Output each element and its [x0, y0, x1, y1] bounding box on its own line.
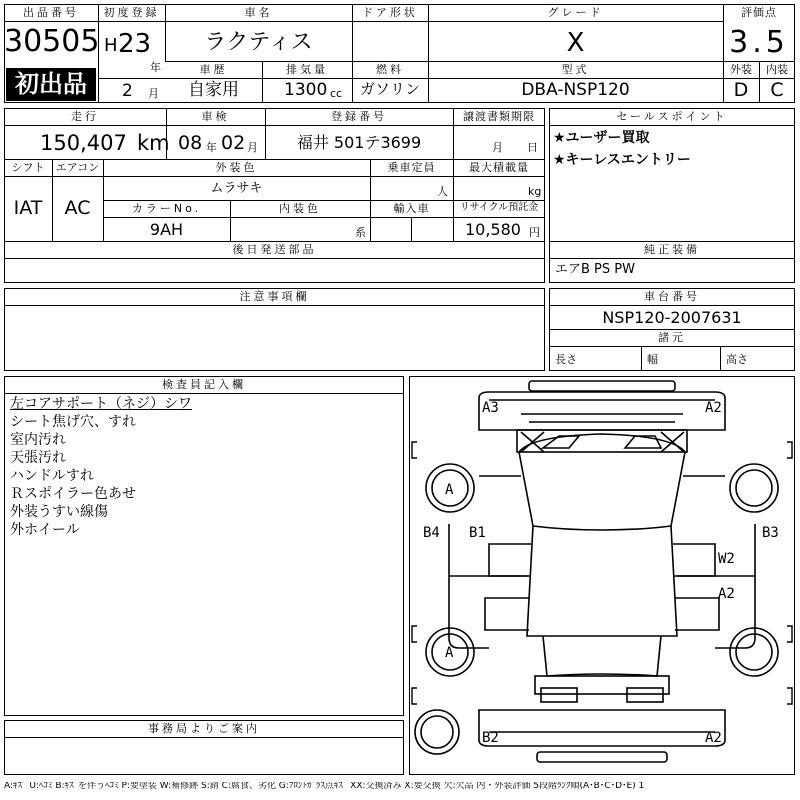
- inspector-line: 外ホイール: [10, 522, 80, 538]
- grade-label: グレード: [547, 6, 604, 19]
- chassis-number: NSP120-2007631: [602, 308, 742, 327]
- car-body: [449, 434, 755, 676]
- inspection-year-unit: 年: [206, 141, 217, 154]
- shift: IAT: [13, 197, 43, 219]
- damage-mark: A: [445, 482, 454, 498]
- damage-mark: A: [445, 645, 454, 661]
- inspector-line: 外装うすい線傷: [10, 504, 108, 520]
- ac-label: エアコン: [55, 161, 100, 174]
- score-label: 評価点: [741, 6, 777, 19]
- car-name: ラクティス: [204, 30, 313, 55]
- equipment-label: 純正装備: [644, 243, 700, 256]
- mileage-unit: km: [137, 131, 170, 155]
- inspection-label: 車検: [201, 110, 230, 123]
- interior-grade: C: [770, 79, 784, 101]
- capacity-unit: 人: [437, 185, 448, 198]
- mileage: 150,407: [40, 131, 127, 155]
- inspection-month: 02: [221, 132, 246, 154]
- damage-legend: A:ｷｽﾞ U:ﾍｺﾐ B:ｷｽﾞを伴うﾍｺﾐ P:要塗装 W:補修跡 S:錆 C:腐食、劣化 G:ﾌﾛﾝﾄｶﾞﾗｽ点ｷｽﾞ XX:交換済み X:要交換 欠:欠品 内・外装評価 5段階ﾗﾝｸ順(A･B･C･D･E) 1: [4, 782, 645, 791]
- recycle-fee: 10,580: [465, 220, 521, 239]
- door-label: ドア形状: [362, 6, 418, 19]
- displacement: 1300: [284, 80, 328, 100]
- interior-color-unit: 系: [355, 226, 366, 239]
- car-diagram: [409, 376, 795, 775]
- inspector-line: ハンドルすれ: [10, 468, 94, 484]
- recycle-unit: 円: [529, 226, 540, 239]
- car-rear: [479, 676, 725, 762]
- inspection-month-unit: 月: [247, 141, 258, 154]
- mileage-label: 走行: [71, 110, 99, 123]
- max-load-label: 最大積載量: [469, 161, 529, 174]
- damage-mark: A3: [482, 400, 499, 416]
- registration: 福井 501テ3699: [296, 133, 422, 152]
- lot-label: 出品番号: [23, 6, 79, 19]
- capacity-label: 乗車定員: [387, 161, 436, 174]
- grade: X: [566, 28, 585, 58]
- era: H: [104, 35, 118, 56]
- damage-mark: W2: [718, 551, 735, 567]
- damage-mark: B4: [423, 525, 440, 541]
- car-name-label: 車名: [244, 6, 273, 19]
- transfer-month-unit: 月: [492, 141, 503, 154]
- ac: AC: [64, 197, 91, 219]
- history: 自家用: [188, 80, 239, 100]
- chassis-label: 車台番号: [644, 290, 700, 303]
- later-parts-label: 後日発送部品: [232, 243, 317, 256]
- notes-label: 注意事項欄: [239, 290, 310, 303]
- lot-number: 30505: [4, 24, 100, 59]
- year-unit: 年: [150, 61, 161, 74]
- exterior-color-label: 外装色: [215, 161, 258, 174]
- score: 3.5: [729, 25, 789, 60]
- corner-brackets: [412, 442, 792, 704]
- car-front: [479, 381, 725, 452]
- damage-mark: B1: [469, 525, 486, 541]
- damage-mark: A2: [705, 730, 722, 746]
- month-unit: 月: [148, 87, 159, 100]
- registration-label: 登録番号: [331, 110, 387, 123]
- inspector-line: シート焦げ穴、すれ: [10, 414, 136, 430]
- max-load-unit: kg: [528, 185, 542, 198]
- inspector-line: 左コアサポート（ネジ）シワ: [10, 396, 192, 412]
- shift-label: シフト: [11, 161, 45, 174]
- history-label: 車歴: [199, 63, 228, 76]
- exterior-grade: D: [733, 79, 749, 101]
- inspector-line: 天張汚れ: [10, 450, 66, 466]
- fuel: ガソリン: [359, 80, 420, 98]
- import-label: 輸入車: [393, 202, 430, 215]
- recycle-label: リサイクル預託金: [459, 202, 539, 213]
- first-listing-badge: 初出品: [6, 68, 96, 101]
- damage-mark: A2: [705, 400, 722, 416]
- length-label: 長さ: [555, 353, 577, 366]
- year: 23: [118, 29, 152, 59]
- damage-mark: B2: [482, 730, 499, 746]
- month: 2: [122, 81, 133, 101]
- inspector-line: 室内汚れ: [10, 432, 66, 448]
- sales-point-item: ★キーレスエントリー: [553, 152, 691, 168]
- exterior-label: 外装: [730, 63, 752, 76]
- exterior-color: ムラサキ: [210, 181, 263, 196]
- inspector-line: Ｒスポイラー色あせ: [10, 486, 136, 502]
- inspection-year: 08: [178, 132, 203, 154]
- fuel-label: 燃料: [376, 63, 404, 76]
- office-label: 事務局よりご案内: [148, 722, 260, 735]
- width-label: 幅: [647, 353, 658, 366]
- damage-mark: B3: [762, 525, 779, 541]
- model-code: DBA-NSP120: [521, 80, 630, 100]
- color-no: 9AH: [149, 220, 184, 239]
- equipment: エアB PS PW: [555, 262, 635, 277]
- sales-points-label: セールスポイント: [616, 110, 728, 123]
- transfer-day-unit: 日: [527, 141, 538, 154]
- first-reg-label: 初度登録: [103, 6, 160, 19]
- dimensions-label: 諸元: [658, 331, 686, 344]
- model-code-label: 型式: [561, 63, 590, 76]
- interior-label: 内装: [766, 63, 788, 76]
- transfer-label: 譲渡書類期限: [463, 110, 535, 123]
- interior-color-label: 内装色: [279, 202, 321, 215]
- displacement-label: 排気量: [286, 63, 328, 76]
- damage-mark: A2: [718, 586, 735, 602]
- displacement-unit: cc: [330, 87, 343, 100]
- height-label: 高さ: [726, 353, 748, 366]
- color-no-label: カラーNo.: [131, 202, 202, 215]
- inspector-label: 検査員記入欄: [162, 378, 246, 391]
- sales-point-item: ★ユーザー買取: [553, 130, 650, 146]
